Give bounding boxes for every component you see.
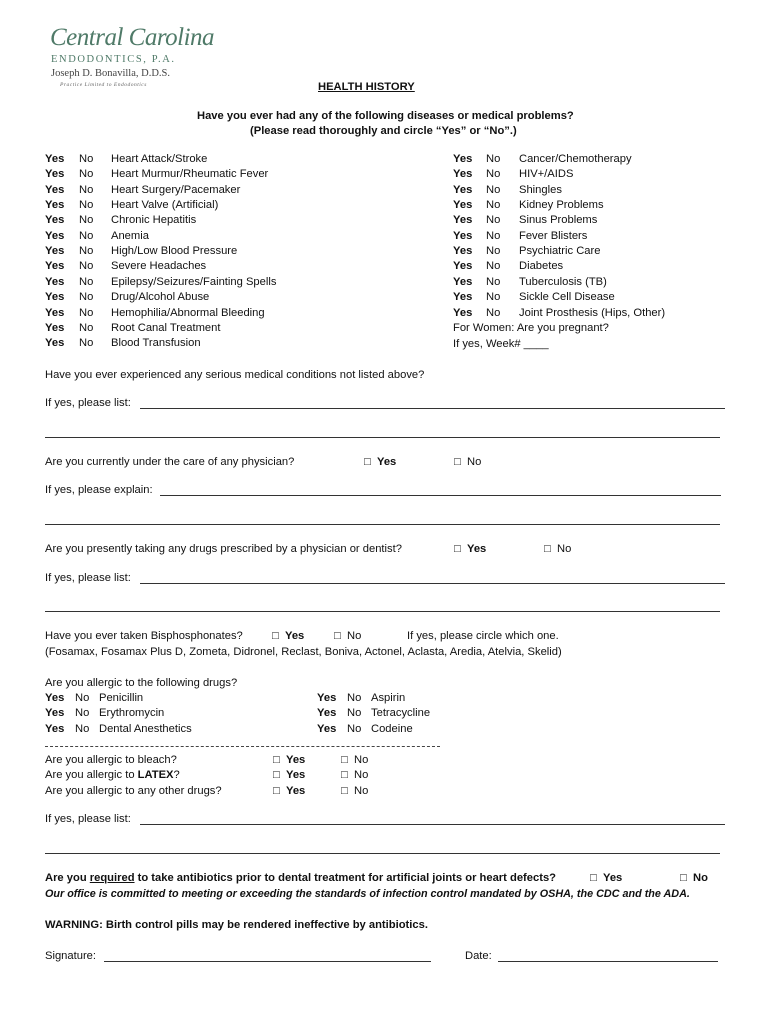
instruction-line-1: Have you ever had any of the following diseases or medical problems? xyxy=(197,110,574,122)
no-label: No xyxy=(353,785,369,797)
physician-no-option[interactable] xyxy=(454,456,481,468)
drugs-question: Are you presently taking any drugs prescribed by a physician or dentist? xyxy=(45,543,402,555)
no-option[interactable]: No xyxy=(79,260,94,273)
allergy-yes-option[interactable] xyxy=(273,769,305,781)
checkbox-icon[interactable]: □ xyxy=(364,456,371,468)
no-option[interactable]: No xyxy=(486,275,501,288)
warning-text: WARNING: Birth control pills may be rendered ineffective by antibiotics. xyxy=(45,919,428,931)
no-option[interactable]: No xyxy=(486,291,501,304)
other-drugs-question: Are you allergic to any other drugs? xyxy=(45,785,222,797)
checkbox-icon[interactable]: □ xyxy=(341,754,348,766)
condition-label: Hemophilia/Abnormal Bleeding xyxy=(111,306,265,319)
no-option[interactable]: No xyxy=(486,214,501,227)
checkbox-icon[interactable]: □ xyxy=(454,456,461,468)
latex-word: LATEX xyxy=(137,769,174,781)
no-label: No xyxy=(466,456,482,468)
antibiotics-yes-option[interactable] xyxy=(590,872,622,884)
bisphosphonates-question: Have you ever taken Bisphosphonates? xyxy=(45,630,243,642)
no-option[interactable]: No xyxy=(75,707,90,720)
checkbox-icon[interactable]: □ xyxy=(544,543,551,555)
no-label: No xyxy=(346,630,362,642)
allergy-drug-label: Codeine xyxy=(371,722,413,735)
no-option[interactable]: No xyxy=(75,722,90,735)
yes-option[interactable]: Yes xyxy=(453,306,473,319)
checkbox-icon[interactable]: □ xyxy=(334,630,341,642)
condition-label: Sinus Problems xyxy=(519,214,598,227)
antibiotics-no-option[interactable] xyxy=(680,872,708,884)
no-option[interactable]: No xyxy=(486,260,501,273)
logo-subtitle: ENDODONTICS, P.A. xyxy=(51,54,176,65)
drugs-list-label: If yes, please list: xyxy=(45,572,131,584)
yes-option[interactable]: Yes xyxy=(45,707,65,720)
yes-option[interactable]: Yes xyxy=(317,722,337,735)
yes-option[interactable]: Yes xyxy=(453,183,473,196)
yes-option[interactable]: Yes xyxy=(45,214,65,227)
no-label: No xyxy=(353,769,369,781)
condition-label: Anemia xyxy=(111,229,149,242)
drugs-yes-option[interactable] xyxy=(454,543,486,555)
condition-label: Joint Prosthesis (Hips, Other) xyxy=(519,306,666,319)
checkbox-icon[interactable]: □ xyxy=(680,872,687,884)
physician-explain-line-1[interactable] xyxy=(160,495,721,496)
yes-option[interactable]: Yes xyxy=(453,245,473,258)
condition-label: Chronic Hepatitis xyxy=(111,214,197,227)
condition-label: Shingles xyxy=(519,183,562,196)
condition-label: Heart Attack/Stroke xyxy=(111,153,208,165)
section-divider xyxy=(45,746,440,747)
checkbox-icon[interactable]: □ xyxy=(341,785,348,797)
allergy-list-label: If yes, please list: xyxy=(45,813,131,825)
no-option[interactable]: No xyxy=(75,692,90,704)
antibiotics-question: Are you required to take antibiotics prior to dental treatment for artificial joints or heart defects? xyxy=(45,872,556,884)
yes-option[interactable]: Yes xyxy=(45,722,65,735)
no-option[interactable]: No xyxy=(79,245,94,258)
condition-label: Drug/Alcohol Abuse xyxy=(111,291,210,304)
condition-label: Heart Valve (Artificial) xyxy=(111,199,219,212)
yes-option[interactable]: Yes xyxy=(45,245,65,258)
drugs-list-line-1[interactable] xyxy=(140,583,725,584)
yes-option[interactable]: Yes xyxy=(453,153,473,165)
yes-option[interactable]: Yes xyxy=(45,229,65,242)
no-option[interactable]: No xyxy=(79,183,94,196)
logo-doctor: Joseph D. Bonavilla, D.D.S. xyxy=(51,68,170,79)
checkbox-icon[interactable]: □ xyxy=(273,754,280,766)
pregnancy-week: If yes, Week# ____ xyxy=(453,338,549,350)
no-option[interactable]: No xyxy=(486,199,501,212)
no-option[interactable]: No xyxy=(79,306,94,319)
allergy-no-option[interactable] xyxy=(341,785,368,797)
no-option[interactable]: No xyxy=(347,722,362,735)
physician-question: Are you currently under the care of any physician? xyxy=(45,456,295,468)
bisphosphonates-yes-option[interactable] xyxy=(272,630,304,642)
no-option[interactable]: No xyxy=(79,337,94,350)
no-option[interactable]: No xyxy=(79,153,94,165)
allergy-drug-label: Dental Anesthetics xyxy=(99,722,192,735)
yes-label: Yes xyxy=(285,769,306,781)
condition-label: Psychiatric Care xyxy=(519,245,601,258)
yes-label: Yes xyxy=(376,456,397,468)
allergy-yes-option[interactable] xyxy=(273,785,305,797)
pregnancy-question: For Women: Are you pregnant? xyxy=(453,322,609,334)
yes-option[interactable]: Yes xyxy=(45,306,65,319)
allergy-drug-label: Tetracycline xyxy=(371,707,431,720)
bisphosphonates-circle-instruction: If yes, please circle which one. xyxy=(407,630,559,642)
condition-label: Fever Blisters xyxy=(519,229,588,242)
physician-explain-label: If yes, please explain: xyxy=(45,484,153,496)
allergy-drug-label: Erythromycin xyxy=(99,707,165,720)
condition-label: Kidney Problems xyxy=(519,199,604,212)
yes-option[interactable]: Yes xyxy=(317,707,337,720)
allergy-no-option[interactable] xyxy=(341,769,368,781)
yes-option[interactable]: Yes xyxy=(45,153,65,165)
no-option[interactable]: No xyxy=(79,214,94,227)
allergy-no-option[interactable] xyxy=(341,754,368,766)
condition-label: High/Low Blood Pressure xyxy=(111,245,238,258)
logo-tagline: Practice Limited to Endodontics xyxy=(60,82,147,88)
yes-option[interactable]: Yes xyxy=(45,275,65,288)
yes-option[interactable]: Yes xyxy=(453,260,473,273)
signature-line[interactable] xyxy=(104,961,431,962)
no-option[interactable]: No xyxy=(486,183,501,196)
no-label: No xyxy=(692,872,708,884)
condition-label: Blood Transfusion xyxy=(111,337,201,350)
yes-option[interactable]: Yes xyxy=(45,321,65,334)
checkbox-icon[interactable]: □ xyxy=(272,630,279,642)
no-option[interactable]: No xyxy=(486,153,501,165)
other-conditions-list-label: If yes, please list: xyxy=(45,397,131,409)
yes-option[interactable]: Yes xyxy=(453,214,473,227)
allergy-list-line-2[interactable] xyxy=(45,853,720,854)
office-statement: Our office is committed to meeting or exceeding the standards of infection control mandated by OSHA, the CDC and the ADA. xyxy=(45,888,690,900)
yes-option[interactable]: Yes xyxy=(45,337,65,350)
yes-label: Yes xyxy=(602,872,623,884)
no-option[interactable]: No xyxy=(486,229,501,242)
checkbox-icon[interactable]: □ xyxy=(590,872,597,884)
no-option[interactable]: No xyxy=(79,168,94,181)
date-label: Date: xyxy=(465,950,492,962)
date-line[interactable] xyxy=(498,961,718,962)
no-label: No xyxy=(556,543,572,555)
yes-label: Yes xyxy=(466,543,487,555)
no-option[interactable]: No xyxy=(486,245,501,258)
other-conditions-line-1[interactable] xyxy=(140,408,725,409)
no-option[interactable]: No xyxy=(79,229,94,242)
drugs-list-line-2[interactable] xyxy=(45,611,720,612)
instruction-line-2: (Please read thoroughly and circle “Yes” or “No”.) xyxy=(250,125,517,137)
yes-option[interactable]: Yes xyxy=(45,692,65,704)
no-option[interactable]: No xyxy=(347,707,362,720)
physician-explain-line-2[interactable] xyxy=(45,524,720,525)
yes-option[interactable]: Yes xyxy=(45,199,65,212)
checkbox-icon[interactable]: □ xyxy=(273,785,280,797)
condition-label: Severe Headaches xyxy=(111,260,207,273)
bisphosphonates-drug-list: (Fosamax, Fosamax Plus D, Zometa, Didronel, Reclast, Boniva, Actonel, Aclasta, Aredia, Atelvia, Skelid) xyxy=(45,646,562,658)
checkbox-icon[interactable]: □ xyxy=(273,769,280,781)
yes-label: Yes xyxy=(284,630,305,642)
drugs-no-option[interactable] xyxy=(544,543,571,555)
allergy-yes-option[interactable] xyxy=(273,754,305,766)
yes-label: Yes xyxy=(285,754,306,766)
condition-label: Root Canal Treatment xyxy=(111,321,221,334)
yes-option[interactable]: Yes xyxy=(45,168,65,181)
yes-option[interactable]: Yes xyxy=(453,168,473,181)
checkbox-icon[interactable]: □ xyxy=(341,769,348,781)
no-option[interactable]: No xyxy=(347,692,362,704)
condition-label: Epilepsy/Seizures/Fainting Spells xyxy=(111,275,277,288)
physician-yes-option[interactable] xyxy=(364,456,396,468)
no-option[interactable]: No xyxy=(486,168,501,181)
no-option[interactable]: No xyxy=(79,321,94,334)
condition-label: Heart Murmur/Rheumatic Fever xyxy=(111,168,269,181)
signature-label: Signature: xyxy=(45,950,96,962)
condition-label: Diabetes xyxy=(519,260,564,273)
allergy-list-line-1[interactable] xyxy=(140,824,725,825)
no-option[interactable]: No xyxy=(79,199,94,212)
allergy-drug-label: Aspirin xyxy=(371,692,406,704)
no-option[interactable]: No xyxy=(486,306,501,319)
yes-option[interactable]: Yes xyxy=(45,260,65,273)
allergy-drug-label: Penicillin xyxy=(99,692,144,704)
bisphosphonates-no-option[interactable] xyxy=(334,630,361,642)
no-option[interactable]: No xyxy=(79,275,94,288)
allergy-question: Are you allergic to the following drugs? xyxy=(45,677,238,689)
other-conditions-question: Have you ever experienced any serious medical conditions not listed above? xyxy=(45,369,425,381)
logo-name: Central Carolina xyxy=(50,24,215,51)
required-word: required xyxy=(89,872,135,884)
yes-option[interactable]: Yes xyxy=(317,692,337,704)
yes-option[interactable]: Yes xyxy=(45,183,65,196)
condition-label: Sickle Cell Disease xyxy=(519,291,615,304)
other-conditions-line-2[interactable] xyxy=(45,437,720,438)
yes-label: Yes xyxy=(285,785,306,797)
checkbox-icon[interactable]: □ xyxy=(454,543,461,555)
yes-option[interactable]: Yes xyxy=(453,229,473,242)
yes-option[interactable]: Yes xyxy=(453,275,473,288)
yes-option[interactable]: Yes xyxy=(453,199,473,212)
condition-label: Heart Surgery/Pacemaker xyxy=(111,183,241,196)
condition-label: Cancer/Chemotherapy xyxy=(519,153,632,165)
no-option[interactable]: No xyxy=(79,291,94,304)
yes-option[interactable]: Yes xyxy=(45,291,65,304)
condition-label: HIV+/AIDS xyxy=(519,168,574,181)
yes-option[interactable]: Yes xyxy=(453,291,473,304)
condition-label: Tuberculosis (TB) xyxy=(519,275,607,288)
bleach-question: Are you allergic to bleach? xyxy=(45,754,177,766)
form-title: HEALTH HISTORY xyxy=(318,81,415,93)
latex-question: Are you allergic to LATEX? xyxy=(45,769,180,781)
no-label: No xyxy=(353,754,369,766)
